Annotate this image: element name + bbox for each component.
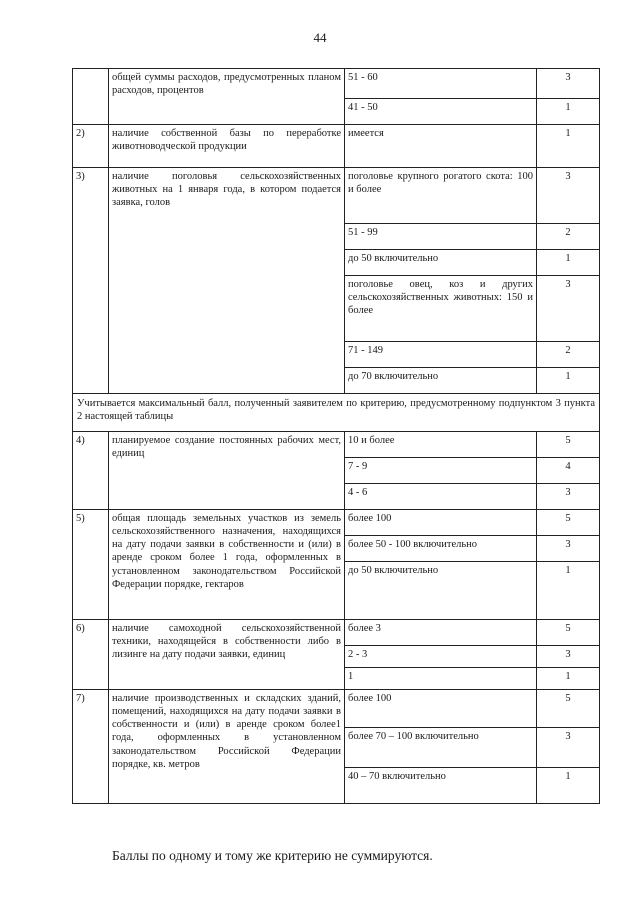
value-label: более 50 - 100 включительно [345, 536, 537, 562]
table-row [73, 510, 600, 536]
score-cell: 3 [537, 168, 600, 224]
criterion-text: планируемое создание постоянных рабочих мест, единиц [109, 432, 345, 510]
score-cell: 3 [537, 276, 600, 342]
score-cell: 5 [537, 432, 600, 458]
criterion-number: 6) [73, 620, 109, 690]
value-label: 40 – 70 включительно [345, 768, 537, 804]
score-cell: 5 [537, 510, 600, 536]
criteria-table [72, 68, 600, 804]
criterion-text: наличие поголовья сельскохозяйственных животных на 1 января года, в котором подается заявка, голов [109, 168, 345, 394]
score-cell: 1 [537, 368, 600, 394]
table-note: Учитывается максимальный балл, полученный заявителем по критерию, предусмотренному подпунктом 3 пункта 2 настоящей таблицы [73, 394, 600, 432]
value-label: 51 - 99 [345, 224, 537, 250]
value-label: 71 - 149 [345, 342, 537, 368]
criterion-number: 3) [73, 168, 109, 394]
value-label: 2 - 3 [345, 646, 537, 668]
value-label: до 50 включительно [345, 562, 537, 620]
score-cell: 5 [537, 690, 600, 728]
score-cell: 4 [537, 458, 600, 484]
criterion-text: общая площадь земельных участков из земель сельскохозяйственного назначения, находящихся на дату подачи заявки в собственности и (или) в аренде сроком более 1 года, оформленных в установленном законодательством Российской Федерации порядке, гектаров [109, 510, 345, 620]
value-label: до 50 включительно [345, 250, 537, 276]
value-label: 10 и более [345, 432, 537, 458]
footer-note: Баллы по одному и тому же критерию не суммируются. [112, 848, 433, 863]
criterion-text: наличие собственной базы по переработке животноводческой продукции [109, 125, 345, 168]
score-cell: 3 [537, 484, 600, 510]
criterion-text: общей суммы расходов, предусмотренных планом расходов, процентов [109, 69, 345, 125]
table-row [73, 69, 600, 99]
criterion-number: 2) [73, 125, 109, 168]
value-label: поголовье крупного рогатого скота: 100 и более [345, 168, 537, 224]
table-row [73, 125, 600, 168]
value-label: 1 [345, 668, 537, 690]
score-cell: 2 [537, 342, 600, 368]
value-label: имеется [345, 125, 537, 168]
value-label: 51 - 60 [345, 69, 537, 99]
score-cell: 5 [537, 620, 600, 646]
criterion-text: наличие самоходной сельскохозяйственной техники, находящейся в собственности либо в лизинге на дату подачи заявки, единиц [109, 620, 345, 690]
score-cell: 1 [537, 562, 600, 620]
score-cell: 3 [537, 536, 600, 562]
value-label: 41 - 50 [345, 99, 537, 125]
page-number: 44 [313, 30, 327, 45]
criterion-number: 4) [73, 432, 109, 510]
score-cell: 2 [537, 224, 600, 250]
table-row [73, 432, 600, 458]
score-cell: 3 [537, 646, 600, 668]
value-label: более 100 [345, 510, 537, 536]
table-row [73, 168, 600, 224]
value-label: 4 - 6 [345, 484, 537, 510]
criterion-text: наличие производственных и складских зданий, помещений, находящихся на дату подачи заявки в собственности и (или) в аренде сроком более1 года, оформленных в установленном законодательством Российской Федерации порядке, кв. метров [109, 690, 345, 804]
table-row [73, 620, 600, 646]
score-cell: 3 [537, 728, 600, 768]
score-cell: 3 [537, 69, 600, 99]
criterion-number: 7) [73, 690, 109, 804]
table-note-row [73, 394, 600, 432]
score-cell: 1 [537, 668, 600, 690]
score-cell: 1 [537, 125, 600, 168]
value-label: более 100 [345, 690, 537, 728]
value-label: до 70 включительно [345, 368, 537, 394]
value-label: более 70 – 100 включительно [345, 728, 537, 768]
criterion-number: 5) [73, 510, 109, 620]
score-cell: 1 [537, 768, 600, 804]
value-label: 7 - 9 [345, 458, 537, 484]
table-row [73, 690, 600, 728]
criterion-number [73, 69, 109, 125]
value-label: поголовье овец, коз и других сельскохозяйственных животных: 150 и более [345, 276, 537, 342]
value-label: более 3 [345, 620, 537, 646]
score-cell: 1 [537, 99, 600, 125]
score-cell: 1 [537, 250, 600, 276]
